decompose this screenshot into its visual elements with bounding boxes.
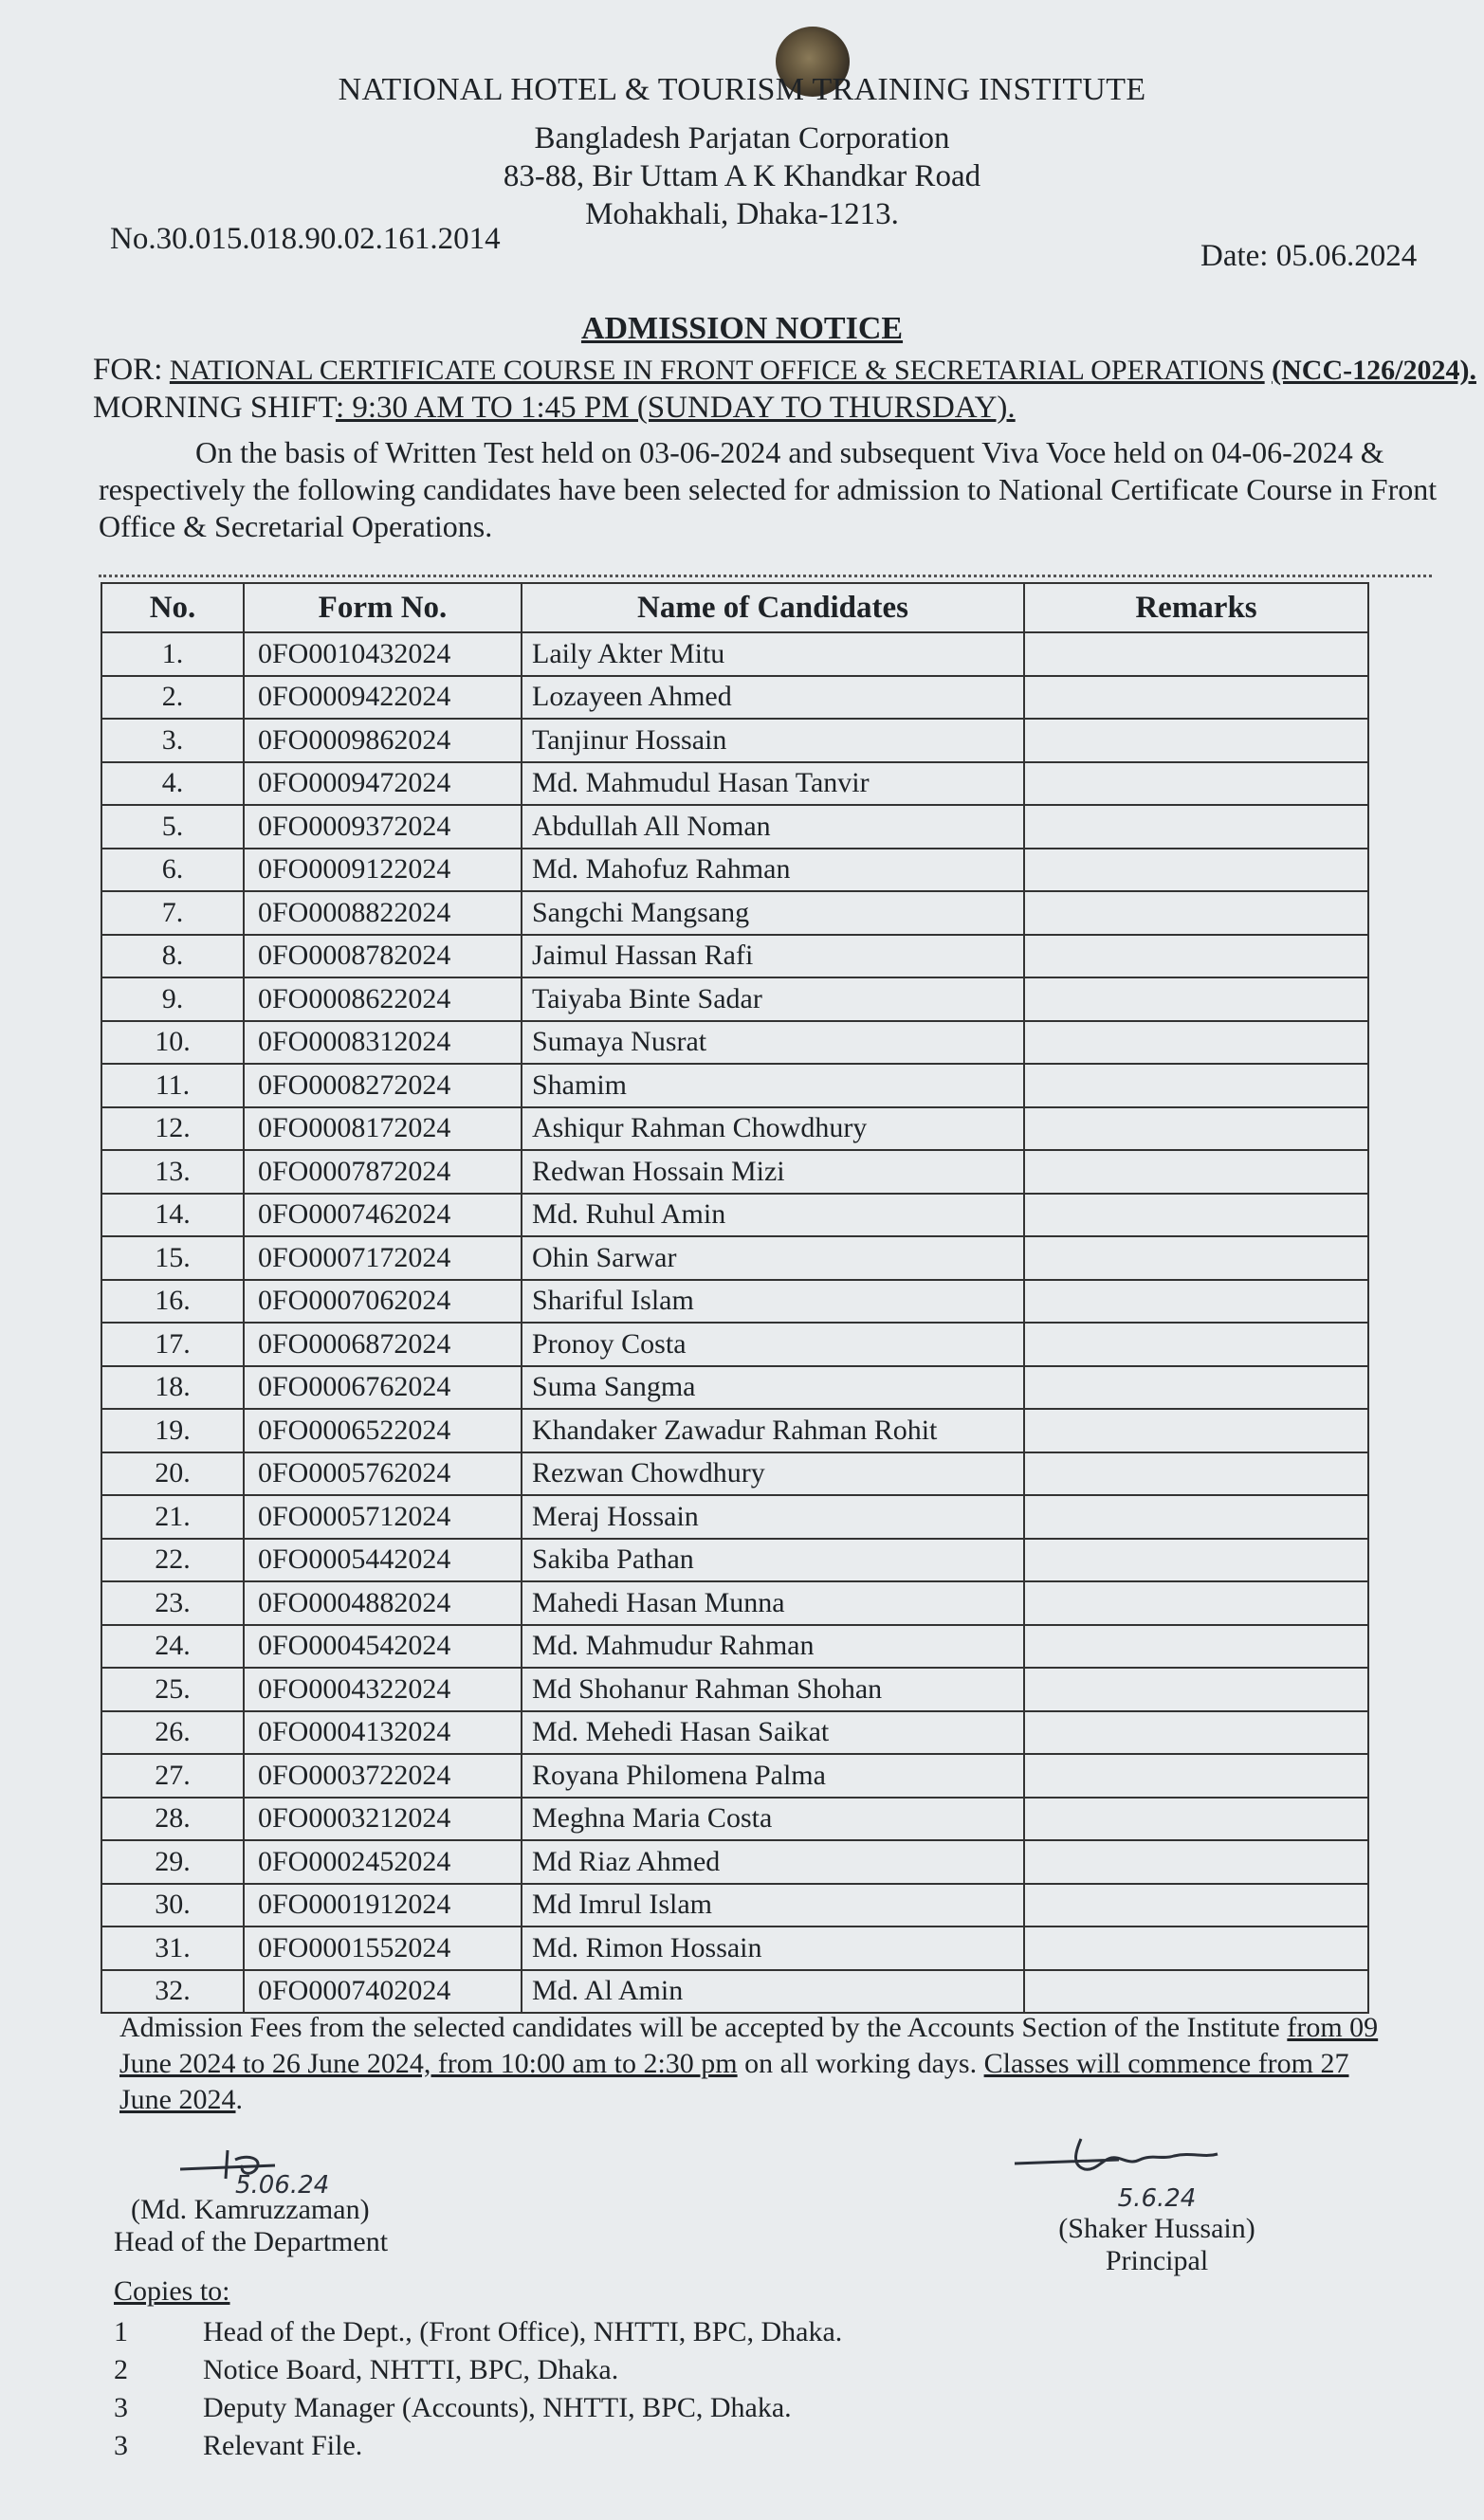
cell-remarks bbox=[1024, 1711, 1368, 1755]
notice-date: Date: 05.06.2024 bbox=[1200, 239, 1418, 273]
table-header-row bbox=[101, 583, 1368, 632]
cell-form-no: 0FO0009862024 bbox=[244, 719, 522, 762]
table-row bbox=[101, 1107, 1368, 1151]
cell-form-no: 0FO0007062024 bbox=[244, 1280, 522, 1324]
cell-remarks bbox=[1024, 891, 1368, 935]
cell-name: Meraj Hossain bbox=[522, 1495, 1024, 1539]
table-row bbox=[101, 1236, 1368, 1280]
organization-name: Bangladesh Parjatan Corporation bbox=[534, 121, 950, 155]
cell-name: Sumaya Nusrat bbox=[522, 1021, 1024, 1065]
cell-remarks bbox=[1024, 1539, 1368, 1582]
signatory-left bbox=[114, 2141, 512, 2258]
cell-no: 21. bbox=[101, 1495, 244, 1539]
cell-form-no: 0FO0007402024 bbox=[244, 1970, 522, 2014]
notice-title: ADMISSION NOTICE bbox=[580, 311, 904, 346]
cell-name: Royana Philomena Palma bbox=[522, 1754, 1024, 1798]
dotted-divider bbox=[99, 575, 1432, 577]
header-no: No. bbox=[101, 583, 244, 632]
cell-no: 4. bbox=[101, 762, 244, 806]
cell-no: 11. bbox=[101, 1064, 244, 1107]
cell-no: 1. bbox=[101, 632, 244, 676]
cell-remarks bbox=[1024, 1754, 1368, 1798]
table-row bbox=[101, 719, 1368, 762]
cell-no: 3. bbox=[101, 719, 244, 762]
table-row bbox=[101, 1970, 1368, 2014]
cell-form-no: 0FO0001912024 bbox=[244, 1884, 522, 1927]
cell-name: Suma Sangma bbox=[522, 1366, 1024, 1410]
signatory-right bbox=[1005, 2131, 1309, 2277]
cell-no: 8. bbox=[101, 935, 244, 978]
cell-name: Md Riaz Ahmed bbox=[522, 1840, 1024, 1884]
copies-list bbox=[114, 2313, 842, 2465]
header-remarks: Remarks bbox=[1024, 583, 1368, 632]
course-name: NATIONAL CERTIFICATE COURSE IN FRONT OFFICE & SECRETARIAL OPERATIONS bbox=[169, 355, 1265, 386]
cell-remarks bbox=[1024, 719, 1368, 762]
table-row bbox=[101, 762, 1368, 806]
cell-form-no: 0FO0002452024 bbox=[244, 1840, 522, 1884]
cell-name: Tanjinur Hossain bbox=[522, 719, 1024, 762]
cell-form-no: 0FO0008312024 bbox=[244, 1021, 522, 1065]
address-line-2: Mohakhali, Dhaka-1213. bbox=[585, 197, 899, 231]
cell-no: 23. bbox=[101, 1581, 244, 1625]
cell-remarks bbox=[1024, 1798, 1368, 1841]
signatory-left-designation: Head of the Department bbox=[114, 2226, 389, 2257]
cell-form-no: 0FO0008172024 bbox=[244, 1107, 522, 1151]
cell-form-no: 0FO0004542024 bbox=[244, 1625, 522, 1669]
cell-name: Taiyaba Binte Sadar bbox=[522, 977, 1024, 1021]
cell-no: 20. bbox=[101, 1452, 244, 1496]
cell-form-no: 0FO0008622024 bbox=[244, 977, 522, 1021]
table-row bbox=[101, 1927, 1368, 1970]
copy-item bbox=[114, 2427, 842, 2465]
cell-form-no: 0FO0009472024 bbox=[244, 762, 522, 806]
cell-name: Md. Al Amin bbox=[522, 1970, 1024, 2014]
header-form-no: Form No. bbox=[244, 583, 522, 632]
cell-remarks bbox=[1024, 1970, 1368, 2014]
cell-remarks bbox=[1024, 1452, 1368, 1496]
cell-remarks bbox=[1024, 1409, 1368, 1452]
signature-right-image bbox=[1005, 2131, 1309, 2184]
cell-remarks bbox=[1024, 1323, 1368, 1366]
cell-name: Meghna Maria Costa bbox=[522, 1798, 1024, 1841]
cell-name: Jaimul Hassan Rafi bbox=[522, 935, 1024, 978]
table-row bbox=[101, 1840, 1368, 1884]
cell-form-no: 0FO0007172024 bbox=[244, 1236, 522, 1280]
table-row bbox=[101, 1366, 1368, 1410]
cell-remarks bbox=[1024, 1366, 1368, 1410]
table-row bbox=[101, 676, 1368, 720]
cell-remarks bbox=[1024, 805, 1368, 849]
table-row bbox=[101, 849, 1368, 892]
table-row bbox=[101, 1884, 1368, 1927]
cell-name: Md. Mehedi Hasan Saikat bbox=[522, 1711, 1024, 1755]
shift-label: MORNING SHIFT bbox=[93, 391, 336, 425]
cell-remarks bbox=[1024, 1668, 1368, 1711]
cell-form-no: 0FO0008822024 bbox=[244, 891, 522, 935]
cell-form-no: 0FO0006762024 bbox=[244, 1366, 522, 1410]
cell-no: 13. bbox=[101, 1150, 244, 1194]
cell-remarks bbox=[1024, 935, 1368, 978]
table-row bbox=[101, 1798, 1368, 1841]
cell-no: 32. bbox=[101, 1970, 244, 2014]
cell-name: Md. Mahmudul Hasan Tanvir bbox=[522, 762, 1024, 806]
cell-form-no: 0FO0004132024 bbox=[244, 1711, 522, 1755]
copy-item-number: 3 bbox=[114, 2430, 128, 2461]
table-row bbox=[101, 632, 1368, 676]
cell-remarks bbox=[1024, 762, 1368, 806]
copy-item bbox=[114, 2351, 842, 2389]
cell-remarks bbox=[1024, 1884, 1368, 1927]
cell-name: Md. Rimon Hossain bbox=[522, 1927, 1024, 1970]
cell-form-no: 0FO0006522024 bbox=[244, 1409, 522, 1452]
cell-remarks bbox=[1024, 1107, 1368, 1151]
reference-number: No.30.015.018.90.02.161.2014 bbox=[110, 222, 501, 256]
cell-no: 12. bbox=[101, 1107, 244, 1151]
copies-heading: Copies to: bbox=[114, 2275, 230, 2307]
cell-form-no: 0FO0007872024 bbox=[244, 1150, 522, 1194]
table-row bbox=[101, 1409, 1368, 1452]
fees-period: from 09 June 2024 to 26 June 2024, from 10:00 am to 2:30 pm bbox=[119, 2012, 1379, 2079]
cell-form-no: 0FO0005442024 bbox=[244, 1539, 522, 1582]
copy-item-text: Head of the Dept., (Front Office), NHTTI, BPC, Dhaka. bbox=[203, 2316, 843, 2347]
cell-form-no: 0FO0010432024 bbox=[244, 632, 522, 676]
cell-no: 27. bbox=[101, 1754, 244, 1798]
for-label: FOR: bbox=[93, 353, 163, 387]
copy-item-text: Deputy Manager (Accounts), NHTTI, BPC, Dhaka. bbox=[203, 2392, 792, 2423]
copy-item-number: 3 bbox=[114, 2392, 128, 2423]
cell-no: 31. bbox=[101, 1927, 244, 1970]
cell-remarks bbox=[1024, 1625, 1368, 1669]
cell-remarks bbox=[1024, 849, 1368, 892]
signatory-right-designation: Principal bbox=[1105, 2245, 1209, 2276]
cell-remarks bbox=[1024, 676, 1368, 720]
table-row bbox=[101, 1323, 1368, 1366]
copy-item bbox=[114, 2389, 842, 2427]
table-row bbox=[101, 805, 1368, 849]
course-line bbox=[93, 353, 1476, 388]
fees-paragraph bbox=[119, 2010, 1381, 2118]
institute-name: NATIONAL HOTEL & TOURISM TRAINING INSTITUTE bbox=[338, 72, 1146, 107]
intro-text: On the basis of Written Test held on 03-06-2024 and subsequent Viva Voce held on 04-06-2024 & respectively the following candidates have been selected for admission to National Certificate Course in Front Office & Secretarial Operations. bbox=[99, 435, 1438, 543]
cell-name: Redwan Hossain Mizi bbox=[522, 1150, 1024, 1194]
table-row bbox=[101, 891, 1368, 935]
cell-form-no: 0FO0004882024 bbox=[244, 1581, 522, 1625]
header-name: Name of Candidates bbox=[522, 583, 1024, 632]
cell-form-no: 0FO0006872024 bbox=[244, 1323, 522, 1366]
cell-name: Sakiba Pathan bbox=[522, 1539, 1024, 1582]
cell-no: 15. bbox=[101, 1236, 244, 1280]
copy-item-number: 2 bbox=[114, 2354, 128, 2385]
cell-no: 14. bbox=[101, 1194, 244, 1237]
fees-text-2: on all working days. bbox=[737, 2048, 984, 2079]
cell-remarks bbox=[1024, 1194, 1368, 1237]
cell-no: 26. bbox=[101, 1711, 244, 1755]
cell-remarks bbox=[1024, 1150, 1368, 1194]
table-row bbox=[101, 1452, 1368, 1496]
candidates-table-body bbox=[101, 632, 1368, 2013]
cell-no: 5. bbox=[101, 805, 244, 849]
cell-name: Md. Mahmudur Rahman bbox=[522, 1625, 1024, 1669]
cell-form-no: 0FO0003212024 bbox=[244, 1798, 522, 1841]
table-row bbox=[101, 1581, 1368, 1625]
table-row bbox=[101, 1194, 1368, 1237]
copy-item-text: Notice Board, NHTTI, BPC, Dhaka. bbox=[203, 2354, 619, 2385]
cell-form-no: 0FO0009122024 bbox=[244, 849, 522, 892]
table-row bbox=[101, 1495, 1368, 1539]
cell-remarks bbox=[1024, 632, 1368, 676]
cell-remarks bbox=[1024, 977, 1368, 1021]
cell-form-no: 0FO0008272024 bbox=[244, 1064, 522, 1107]
cell-name: Pronoy Costa bbox=[522, 1323, 1024, 1366]
cell-no: 2. bbox=[101, 676, 244, 720]
table-row bbox=[101, 1539, 1368, 1582]
cell-name: Khandaker Zawadur Rahman Rohit bbox=[522, 1409, 1024, 1452]
cell-form-no: 0FO0009422024 bbox=[244, 676, 522, 720]
cell-name: Ashiqur Rahman Chowdhury bbox=[522, 1107, 1024, 1151]
classes-commence: Classes will commence from 27 June 2024 bbox=[119, 2048, 1349, 2115]
table-row bbox=[101, 935, 1368, 978]
copy-item-text: Relevant File. bbox=[203, 2430, 363, 2461]
fees-text-3: . bbox=[235, 2084, 243, 2115]
table-row bbox=[101, 1625, 1368, 1669]
candidates-table bbox=[101, 582, 1369, 2014]
cell-form-no: 0FO0009372024 bbox=[244, 805, 522, 849]
course-code: (NCC-126/2024). bbox=[1272, 355, 1476, 386]
cell-name: Md. Mahofuz Rahman bbox=[522, 849, 1024, 892]
address-line-1: 83-88, Bir Uttam A K Khandkar Road bbox=[503, 159, 981, 193]
cell-name: Md Imrul Islam bbox=[522, 1884, 1024, 1927]
signature-right-date: 5.6.24 bbox=[1117, 2184, 1197, 2213]
cell-remarks bbox=[1024, 1280, 1368, 1324]
signature-left-date: 5.06.24 bbox=[235, 2171, 330, 2200]
cell-no: 25. bbox=[101, 1668, 244, 1711]
table-row bbox=[101, 1711, 1368, 1755]
table-row bbox=[101, 1150, 1368, 1194]
cell-remarks bbox=[1024, 1581, 1368, 1625]
cell-form-no: 0FO0008782024 bbox=[244, 935, 522, 978]
cell-remarks bbox=[1024, 1495, 1368, 1539]
fees-text-1: Admission Fees from the selected candidates will be accepted by the Accounts Section of the Institute bbox=[119, 2012, 1280, 2043]
cell-name: Abdullah All Noman bbox=[522, 805, 1024, 849]
shift-line bbox=[93, 391, 1016, 426]
signatory-left-name: (Md. Kamruzzaman) bbox=[131, 2194, 370, 2225]
shift-time: : 9:30 AM TO 1:45 PM (SUNDAY TO THURSDAY). bbox=[335, 391, 1016, 425]
cell-no: 7. bbox=[101, 891, 244, 935]
table-row bbox=[101, 1668, 1368, 1711]
cell-no: 18. bbox=[101, 1366, 244, 1410]
cell-no: 24. bbox=[101, 1625, 244, 1669]
cell-name: Sangchi Mangsang bbox=[522, 891, 1024, 935]
cell-form-no: 0FO0007462024 bbox=[244, 1194, 522, 1237]
cell-remarks bbox=[1024, 1021, 1368, 1065]
cell-name: Ohin Sarwar bbox=[522, 1236, 1024, 1280]
copy-item-number: 1 bbox=[114, 2316, 128, 2347]
cell-name: Rezwan Chowdhury bbox=[522, 1452, 1024, 1496]
cell-no: 28. bbox=[101, 1798, 244, 1841]
cell-name: Md. Ruhul Amin bbox=[522, 1194, 1024, 1237]
cell-form-no: 0FO0004322024 bbox=[244, 1668, 522, 1711]
cell-form-no: 0FO0005762024 bbox=[244, 1452, 522, 1496]
cell-no: 30. bbox=[101, 1884, 244, 1927]
cell-form-no: 0FO0003722024 bbox=[244, 1754, 522, 1798]
cell-name: Laily Akter Mitu bbox=[522, 632, 1024, 676]
intro-paragraph bbox=[99, 434, 1445, 545]
table-row bbox=[101, 1021, 1368, 1065]
cell-remarks bbox=[1024, 1927, 1368, 1970]
cell-name: Mahedi Hasan Munna bbox=[522, 1581, 1024, 1625]
cell-no: 16. bbox=[101, 1280, 244, 1324]
cell-remarks bbox=[1024, 1064, 1368, 1107]
cell-no: 22. bbox=[101, 1539, 244, 1582]
table-row bbox=[101, 1064, 1368, 1107]
signatory-right-name: (Shaker Hussain) bbox=[1058, 2213, 1255, 2244]
cell-no: 29. bbox=[101, 1840, 244, 1884]
cell-no: 6. bbox=[101, 849, 244, 892]
cell-remarks bbox=[1024, 1236, 1368, 1280]
table-row bbox=[101, 977, 1368, 1021]
table-row bbox=[101, 1280, 1368, 1324]
cell-form-no: 0FO0001552024 bbox=[244, 1927, 522, 1970]
copy-item bbox=[114, 2313, 842, 2351]
cell-remarks bbox=[1024, 1840, 1368, 1884]
cell-no: 19. bbox=[101, 1409, 244, 1452]
copies-section bbox=[114, 2275, 842, 2465]
cell-form-no: 0FO0005712024 bbox=[244, 1495, 522, 1539]
table-row bbox=[101, 1754, 1368, 1798]
cell-no: 9. bbox=[101, 977, 244, 1021]
cell-name: Md Shohanur Rahman Shohan bbox=[522, 1668, 1024, 1711]
cell-no: 17. bbox=[101, 1323, 244, 1366]
cell-no: 10. bbox=[101, 1021, 244, 1065]
cell-name: Lozayeen Ahmed bbox=[522, 676, 1024, 720]
cell-name: Shamim bbox=[522, 1064, 1024, 1107]
cell-name: Shariful Islam bbox=[522, 1280, 1024, 1324]
